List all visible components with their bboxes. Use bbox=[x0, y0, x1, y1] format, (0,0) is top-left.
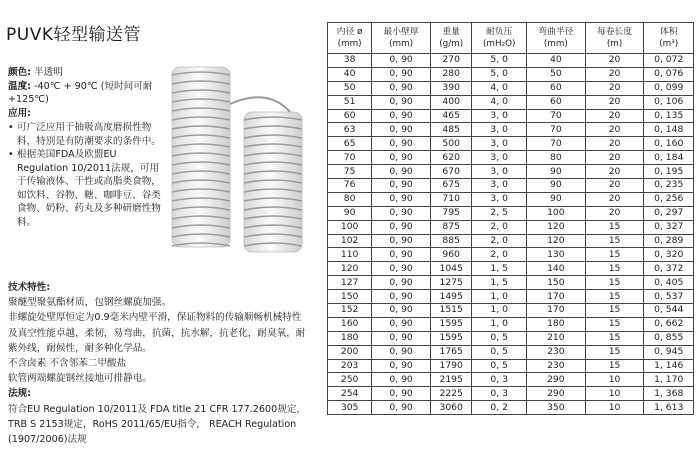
table-cell: 160 bbox=[328, 317, 372, 331]
table-cell: 15 bbox=[585, 359, 644, 373]
table-cell: 290 bbox=[526, 373, 585, 387]
table-cell: 20 bbox=[585, 151, 644, 165]
table-row bbox=[328, 54, 694, 68]
table-cell: 710 bbox=[430, 192, 471, 206]
table-cell: 3060 bbox=[430, 401, 471, 415]
table-cell: 60 bbox=[328, 109, 372, 123]
table-row bbox=[328, 234, 694, 248]
table-cell: 100 bbox=[328, 220, 372, 234]
table-row bbox=[328, 331, 694, 345]
table-cell: 3, 0 bbox=[472, 151, 527, 165]
header-label: 耐负压 bbox=[486, 27, 513, 37]
table-cell: 350 bbox=[526, 401, 585, 415]
table-row bbox=[328, 304, 694, 318]
hose-product-image bbox=[162, 52, 322, 257]
table-cell: 670 bbox=[430, 165, 471, 179]
table-cell: 51 bbox=[328, 95, 372, 109]
table-cell: 140 bbox=[526, 262, 585, 276]
wire-end bbox=[230, 97, 290, 112]
table-cell: 1275 bbox=[430, 276, 471, 290]
table-cell: 0, 3 bbox=[472, 387, 527, 401]
table-cell: 15 bbox=[585, 317, 644, 331]
table-row bbox=[328, 401, 694, 415]
properties-block bbox=[8, 66, 168, 229]
table-cell: 0, 90 bbox=[372, 206, 431, 220]
table-cell: 75 bbox=[328, 165, 372, 179]
table-cell: 0, 148 bbox=[644, 123, 694, 137]
table-cell: 0, 90 bbox=[372, 276, 431, 290]
table-cell: 60 bbox=[526, 95, 585, 109]
table-cell: 3, 0 bbox=[472, 123, 527, 137]
table-cell: 180 bbox=[526, 317, 585, 331]
table-cell: 3, 0 bbox=[472, 137, 527, 151]
table-row bbox=[328, 248, 694, 262]
table-cell: 0, 537 bbox=[644, 290, 694, 304]
table-row bbox=[328, 359, 694, 373]
table-cell: 0, 135 bbox=[644, 109, 694, 123]
table-cell: 20 bbox=[585, 206, 644, 220]
table-cell: 3, 0 bbox=[472, 192, 527, 206]
table-row bbox=[328, 192, 694, 206]
table-cell: 1790 bbox=[430, 359, 471, 373]
table-cell: 230 bbox=[526, 345, 585, 359]
table-cell: 485 bbox=[430, 123, 471, 137]
table-cell: 20 bbox=[585, 81, 644, 95]
table-header-cell bbox=[472, 23, 527, 54]
table-row bbox=[328, 137, 694, 151]
table-cell: 10 bbox=[585, 401, 644, 415]
table-cell: 20 bbox=[585, 109, 644, 123]
technical-line: 不含卤素 不含邻苯二甲酸盐 bbox=[8, 358, 127, 370]
table-cell: 0, 90 bbox=[372, 54, 431, 68]
table-cell: 1, 5 bbox=[472, 276, 527, 290]
table-cell: 0, 544 bbox=[644, 304, 694, 318]
table-cell: 0, 5 bbox=[472, 345, 527, 359]
table-cell: 20 bbox=[585, 95, 644, 109]
table-cell: 2, 0 bbox=[472, 248, 527, 262]
table-cell: 1515 bbox=[430, 304, 471, 318]
technical-block bbox=[8, 280, 308, 447]
table-cell: 1595 bbox=[430, 317, 471, 331]
table-cell: 15 bbox=[585, 248, 644, 262]
table-row bbox=[328, 67, 694, 81]
header-unit: (mm) bbox=[543, 39, 568, 49]
table-cell: 90 bbox=[526, 179, 585, 193]
table-cell: 620 bbox=[430, 151, 471, 165]
color-label: 颜色: bbox=[8, 67, 32, 78]
table-cell: 0, 3 bbox=[472, 373, 527, 387]
technical-line: 聚醚型聚氨酯材质，包钢丝螺旋加强。 bbox=[8, 297, 172, 309]
table-header-row bbox=[328, 23, 694, 54]
table-body bbox=[328, 54, 694, 415]
table-row bbox=[328, 95, 694, 109]
table-row bbox=[328, 387, 694, 401]
table-cell: 110 bbox=[328, 248, 372, 262]
table-cell: 1495 bbox=[430, 290, 471, 304]
table-cell: 120 bbox=[526, 234, 585, 248]
table-cell: 875 bbox=[430, 220, 471, 234]
table-cell: 15 bbox=[585, 331, 644, 345]
table-cell: 0, 945 bbox=[644, 345, 694, 359]
table-row bbox=[328, 262, 694, 276]
table-cell: 0, 2 bbox=[472, 401, 527, 415]
table-cell: 60 bbox=[526, 81, 585, 95]
table-cell: 885 bbox=[430, 234, 471, 248]
header-label: 弯曲半径 bbox=[538, 27, 574, 37]
table-cell: 500 bbox=[430, 137, 471, 151]
table-cell: 0, 90 bbox=[372, 317, 431, 331]
temperature-row bbox=[8, 80, 168, 107]
table-cell: 960 bbox=[430, 248, 471, 262]
table-cell: 3, 0 bbox=[472, 165, 527, 179]
table-cell: 0, 90 bbox=[372, 179, 431, 193]
table-cell: 0, 90 bbox=[372, 331, 431, 345]
table-cell: 0, 90 bbox=[372, 123, 431, 137]
table-cell: 2195 bbox=[430, 373, 471, 387]
table-cell: 1, 5 bbox=[472, 262, 527, 276]
usage-label: 应用: bbox=[8, 107, 32, 119]
regulation-line: 符合EU Regulation 10/2011及 FDA title 21 CFR 177.2600规定， TRB S 2153规定，RoHS 2011/65/EU指令， REACH Regulation (1907/2006)法规 bbox=[8, 403, 307, 446]
table-cell: 0, 90 bbox=[372, 401, 431, 415]
table-cell: 10 bbox=[585, 373, 644, 387]
page-title: PUVK轻型输送管 bbox=[6, 25, 141, 45]
table-cell: 1, 0 bbox=[472, 317, 527, 331]
table-cell: 2225 bbox=[430, 387, 471, 401]
table-cell: 0, 106 bbox=[644, 95, 694, 109]
table-cell: 1765 bbox=[430, 345, 471, 359]
table-cell: 50 bbox=[526, 67, 585, 81]
table-cell: 10 bbox=[585, 387, 644, 401]
table-cell: 0, 099 bbox=[644, 81, 694, 95]
table-cell: 1, 146 bbox=[644, 359, 694, 373]
table-row bbox=[328, 373, 694, 387]
usage-item: • 可广泛应用于抽吸高度磨损性物料，特别是有防潮要求的条件中。 bbox=[8, 121, 168, 148]
header-unit: (mH₂O) bbox=[482, 39, 516, 49]
table-cell: 20 bbox=[585, 123, 644, 137]
table-cell: 2, 0 bbox=[472, 220, 527, 234]
table-cell: 170 bbox=[526, 304, 585, 318]
table-row bbox=[328, 220, 694, 234]
table-cell: 0, 90 bbox=[372, 109, 431, 123]
table-cell: 1, 0 bbox=[472, 290, 527, 304]
table-cell: 80 bbox=[526, 151, 585, 165]
table-cell: 0, 90 bbox=[372, 137, 431, 151]
table-cell: 0, 90 bbox=[372, 220, 431, 234]
header-unit: (g/m) bbox=[439, 39, 464, 49]
table-cell: 0, 372 bbox=[644, 262, 694, 276]
table-cell: 15 bbox=[585, 345, 644, 359]
table-cell: 0, 327 bbox=[644, 220, 694, 234]
table-cell: 0, 855 bbox=[644, 331, 694, 345]
table-cell: 0, 405 bbox=[644, 276, 694, 290]
table-row bbox=[328, 151, 694, 165]
table-cell: 38 bbox=[328, 54, 372, 68]
table-row bbox=[328, 109, 694, 123]
table-cell: 15 bbox=[585, 234, 644, 248]
header-unit: (mm) bbox=[389, 39, 414, 49]
table-cell: 254 bbox=[328, 387, 372, 401]
table-cell: 152 bbox=[328, 304, 372, 318]
header-unit: (m) bbox=[606, 39, 623, 49]
table-cell: 150 bbox=[526, 276, 585, 290]
table-cell: 120 bbox=[526, 220, 585, 234]
table-cell: 15 bbox=[585, 290, 644, 304]
table-cell: 1, 170 bbox=[644, 373, 694, 387]
table-cell: 20 bbox=[585, 54, 644, 68]
table-cell: 4, 0 bbox=[472, 95, 527, 109]
table-cell: 0, 320 bbox=[644, 248, 694, 262]
header-label: 体积 bbox=[659, 27, 678, 37]
table-cell: 290 bbox=[526, 387, 585, 401]
table-cell: 465 bbox=[430, 109, 471, 123]
table-cell: 50 bbox=[328, 81, 372, 95]
table-cell: 5, 0 bbox=[472, 54, 527, 68]
table-cell: 0, 90 bbox=[372, 359, 431, 373]
table-cell: 3, 0 bbox=[472, 179, 527, 193]
color-value: 半透明 bbox=[34, 67, 63, 78]
table-header-cell bbox=[430, 23, 471, 54]
table-cell: 170 bbox=[526, 290, 585, 304]
table-cell: 76 bbox=[328, 179, 372, 193]
table-cell: 0, 184 bbox=[644, 151, 694, 165]
table-cell: 0, 90 bbox=[372, 234, 431, 248]
table-cell: 270 bbox=[430, 54, 471, 68]
header-unit: (mm) bbox=[337, 39, 362, 49]
table-cell: 2, 0 bbox=[472, 234, 527, 248]
table-cell: 90 bbox=[526, 165, 585, 179]
table-cell: 0, 297 bbox=[644, 206, 694, 220]
technical-line: 软管两端螺旋钢丝接地可排静电。 bbox=[8, 373, 152, 385]
table-cell: 400 bbox=[430, 95, 471, 109]
table-cell: 0, 235 bbox=[644, 179, 694, 193]
table-cell: 20 bbox=[585, 67, 644, 81]
table-row bbox=[328, 276, 694, 290]
table-header-cell bbox=[644, 23, 694, 54]
table-cell: 15 bbox=[585, 262, 644, 276]
table-cell: 1595 bbox=[430, 331, 471, 345]
table-row bbox=[328, 290, 694, 304]
technical-line: 非螺旋处壁厚恒定为0.9毫米内壁平滑，保证物料的传输顺畅机械特性及真空性能卓越，柔韧，易弯曲，抗菌，抗水解，抗老化，耐臭氧，耐紫外线，耐候性，耐多种化学品。 bbox=[8, 312, 306, 354]
table-cell: 0, 90 bbox=[372, 81, 431, 95]
table-cell: 0, 90 bbox=[372, 151, 431, 165]
table-cell: 120 bbox=[328, 262, 372, 276]
table-cell: 0, 90 bbox=[372, 345, 431, 359]
table-cell: 0, 195 bbox=[644, 165, 694, 179]
table-row bbox=[328, 123, 694, 137]
table-row bbox=[328, 206, 694, 220]
header-label: 重量 bbox=[442, 27, 460, 37]
table-cell: 1, 613 bbox=[644, 401, 694, 415]
temperature-label: 温度: bbox=[8, 80, 32, 92]
table-cell: 1, 0 bbox=[472, 304, 527, 318]
table-cell: 0, 076 bbox=[644, 67, 694, 81]
color-row bbox=[8, 66, 168, 80]
table-cell: 250 bbox=[328, 373, 372, 387]
table-cell: 0, 90 bbox=[372, 248, 431, 262]
hose-illustration bbox=[162, 52, 322, 257]
table-cell: 15 bbox=[585, 276, 644, 290]
table-cell: 0, 90 bbox=[372, 192, 431, 206]
table-cell: 15 bbox=[585, 304, 644, 318]
table-cell: 0, 90 bbox=[372, 373, 431, 387]
header-label: 每卷长度 bbox=[596, 27, 633, 37]
table-cell: 203 bbox=[328, 359, 372, 373]
table-cell: 0, 90 bbox=[372, 290, 431, 304]
table-row bbox=[328, 345, 694, 359]
table-cell: 0, 90 bbox=[372, 387, 431, 401]
table-row bbox=[328, 81, 694, 95]
table-cell: 200 bbox=[328, 345, 372, 359]
table-cell: 0, 5 bbox=[472, 359, 527, 373]
usage-item: • 根据美国FDA及欧盟EU Regulation 10/2011法规，可用于传输液体、干性或高脂类食物，如饮料、谷物、糖、咖啡豆、谷类食物、奶粉、药丸及多种研磨性物料。 bbox=[8, 148, 168, 229]
table-cell: 127 bbox=[328, 276, 372, 290]
header-label: 最小壁厚 bbox=[383, 27, 419, 37]
table-cell: 0, 256 bbox=[644, 192, 694, 206]
temperature-value: -40℃ + 90℃ (短时间可耐 +125℃) bbox=[8, 80, 153, 105]
table-header-cell bbox=[328, 23, 372, 54]
table-cell: 0, 662 bbox=[644, 317, 694, 331]
table-row bbox=[328, 179, 694, 193]
table-cell: 1, 368 bbox=[644, 387, 694, 401]
table-cell: 4, 0 bbox=[472, 81, 527, 95]
table-row bbox=[328, 317, 694, 331]
table-cell: 0, 90 bbox=[372, 67, 431, 81]
table-cell: 305 bbox=[328, 401, 372, 415]
table-cell: 20 bbox=[585, 137, 644, 151]
table-cell: 0, 90 bbox=[372, 165, 431, 179]
table-cell: 0, 90 bbox=[372, 304, 431, 318]
header-unit: (m³) bbox=[659, 39, 679, 49]
table-cell: 20 bbox=[585, 192, 644, 206]
table-cell: 80 bbox=[328, 192, 372, 206]
header-label: 内径 ø bbox=[336, 27, 363, 37]
table-cell: 0, 289 bbox=[644, 234, 694, 248]
table-cell: 210 bbox=[526, 331, 585, 345]
table-header-cell bbox=[526, 23, 585, 54]
usage-list bbox=[8, 121, 168, 229]
regulation-label: 法规: bbox=[8, 388, 32, 400]
table-cell: 390 bbox=[430, 81, 471, 95]
spec-table bbox=[327, 22, 694, 415]
table-cell: 70 bbox=[526, 109, 585, 123]
table-cell: 0, 072 bbox=[644, 54, 694, 68]
table-cell: 70 bbox=[526, 123, 585, 137]
table-cell: 675 bbox=[430, 179, 471, 193]
hose-left-body bbox=[172, 67, 230, 247]
table-cell: 102 bbox=[328, 234, 372, 248]
table-header-cell bbox=[585, 23, 644, 54]
table-cell: 1045 bbox=[430, 262, 471, 276]
table-cell: 130 bbox=[526, 248, 585, 262]
table-cell: 0, 90 bbox=[372, 95, 431, 109]
table-cell: 90 bbox=[526, 192, 585, 206]
technical-label: 技术特性: bbox=[8, 282, 51, 293]
table-cell: 70 bbox=[328, 151, 372, 165]
table-cell: 63 bbox=[328, 123, 372, 137]
table-cell: 795 bbox=[430, 206, 471, 220]
table-cell: 3, 0 bbox=[472, 109, 527, 123]
table-cell: 40 bbox=[526, 54, 585, 68]
table-cell: 65 bbox=[328, 137, 372, 151]
table-cell: 40 bbox=[328, 67, 372, 81]
table-cell: 15 bbox=[585, 220, 644, 234]
table-cell: 0, 5 bbox=[472, 331, 527, 345]
table-cell: 20 bbox=[585, 179, 644, 193]
table-cell: 2, 5 bbox=[472, 206, 527, 220]
table-cell: 150 bbox=[328, 290, 372, 304]
table-cell: 0, 90 bbox=[372, 262, 431, 276]
table-cell: 230 bbox=[526, 359, 585, 373]
table-cell: 90 bbox=[328, 206, 372, 220]
table-cell: 180 bbox=[328, 331, 372, 345]
table-cell: 100 bbox=[526, 206, 585, 220]
table-row bbox=[328, 165, 694, 179]
table-cell: 280 bbox=[430, 67, 471, 81]
table-cell: 5, 0 bbox=[472, 67, 527, 81]
table-cell: 0, 160 bbox=[644, 137, 694, 151]
table-cell: 70 bbox=[526, 137, 585, 151]
table-cell: 20 bbox=[585, 165, 644, 179]
table-header-cell bbox=[372, 23, 431, 54]
